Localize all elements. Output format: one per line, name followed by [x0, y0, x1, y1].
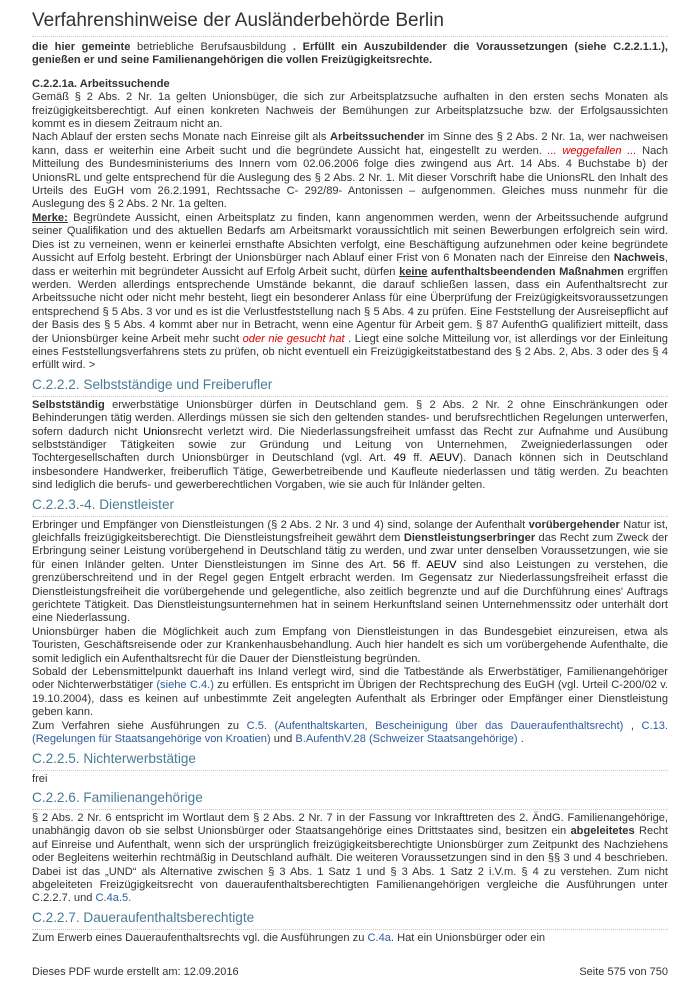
page-footer — [32, 966, 668, 978]
link-c5[interactable]: C.5. (Aufenthaltskarten, Bescheinigung über das Daueraufenthaltsrecht) — [246, 719, 624, 732]
paragraph: Erbringer und Empfänger von Dienstleistungen (§ 2 Abs. 2 Nr. 3 und 4) sind, solange der Aufenthalt vorübergehender Natur ist, gleichfalls freizügigkeitsberechtigt. Die Dienstleistungsfreiheit gewährt dem Dienstleistungserbringer das Recht zum Zweck der Erbringung seiner Leistung vorübergehend in Deutschland tätig zu werden, und zwar unter denselben Voraussetzungen, wie sie für einen Inländer gelten. Unter Dienstleistungen im Sinne des Art. 56 ff. AEUV sind also Leistungen zu verstehen, die grenzüberschreitend und in der Regel gegen Entgelt erbracht werden. Im Gegensatz zur Niederlassungsfreiheit erfasst die Dienstleistungsfreiheit die vorübergehende und gelegentliche, also zeitlich begrenzte und auf die Durchführung eines' Auftrags gerichtete Tätigkeit. Das Dienstleistungsunternehmen hat in seinem Herkunftsland seinen Unternehmenssitz oder unterhält dort eine Niederlassung. — [32, 518, 668, 625]
paragraph: Nach Ablauf der ersten sechs Monate nach Einreise gilt als Arbeitssuchender im Sinne des § 2 Abs. 2 Nr. 1a, wer nachweisen kann, dass er weiterhin eine Arbeit sucht und die begründete Aussicht hat, eingestellt zu werden. ... weggefallen ... Nach Mitteilung des Bundesministeriums des Innern vom 02.06.2006 folge dies zwingend aus Art. 14 Abs. 4 Buchstabe b) der UnionsRL und gelte entsprechend für die Auslegung des § 2 Abs. 2 Nr. 1. Mit dieser Vorschrift habe die UnionsRL den Inhalt des Urteils des EuGH vom 26.2.1991, Rechtssache C- 292/89- Antonissen – aufgenommen. Gleiches muss nunmehr für die Auslegung des § 2 Abs. 2 Nr. 1a gelten. — [32, 131, 668, 211]
intro-bold-1: die hier gemeinte — [32, 41, 131, 53]
section-heading-daueraufenthaltsberechtigte: C.2.2.7. Daueraufenthaltsberechtigte — [32, 909, 668, 930]
pdf-created-date: Dieses PDF wurde erstellt am: 12.09.2016 — [32, 966, 239, 978]
page-title: Verfahrenshinweise der Ausländerbehörde Berlin — [32, 10, 668, 37]
link-c4a5[interactable]: C.4a.5. — [95, 892, 132, 905]
intro-paragraph — [32, 41, 668, 68]
page-number: Seite 575 von 750 — [579, 966, 668, 978]
heading-text: C.2.2.1a. Arbeitssuchende — [32, 77, 170, 90]
paragraph: Selbstständig erwerbstätige Unionsbürger dürfen in Deutschland gem. § 2 Abs. 2 Nr. 2 ohne Einschränkungen oder Behinderungen tätig werden. Allerdings müssen sie sich den geltenden standes- und berufsrechtlichen Regelungen unterwerfen, sofern dadurch nicht Unionsrecht verletzt wird. Die Niederlassungsfreiheit umfasst das Recht zur Aufnahme und Ausübung selbstständiger Tätigkeiten sowie zur Gründung und Leitung von Unternehmen, Zweigniederlassungen oder Tochtergesellschaften durch Unionsbürger in Deutschland (vgl. Art. 49 ff. AEUV). Danach können sich in Deutschland insbesondere Handwerker, freiberuflich Tätige, Gewerbetreibende und Kaufleute niederlassen und tätig werden. Zu beachten sind lediglich die berufs- und gewerberechtlichen Vorgaben, wie sie auch für Inländer gelten. — [32, 398, 669, 492]
link-c13[interactable]: C.13. (Regelungen für Staatsangehörige von Kroatien) — [32, 719, 669, 746]
link-siehe-c4[interactable]: (siehe C.4.) — [156, 679, 214, 692]
section-heading-nichterwerbstaetige: C.2.2.5. Nichterwerbstätige — [32, 750, 668, 771]
section-heading-familienangehoerige: C.2.2.6. Familienangehörige — [32, 789, 668, 810]
document-body — [32, 41, 668, 945]
paragraph: Zum Verfahren siehe Ausführungen zu C.5. (Aufenthaltskarten, Bescheinigung über das Daueraufenthaltsrecht) , C.13. (Regelungen für Staatsangehörige von Kroatien) und B.AufenthV.28 (Schweizer Staatsangehörige) . — [32, 719, 669, 746]
link-c4a[interactable]: C.4a — [367, 931, 391, 944]
paragraph: frei — [32, 772, 48, 785]
section-heading-selbststaendige: C.2.2.2. Selbstständige und Freiberufler — [32, 376, 668, 397]
section-heading-arbeitssuchende — [32, 78, 668, 91]
merke-label: Merke: — [32, 211, 68, 224]
intro-bold-2: . Erfüllt ein Auszubildender die Voraussetzungen (siehe C.2.2.1.1.), genießen er und seine Familienangehörigen die vollen Freizügigkeitsrechte. — [32, 41, 668, 67]
paragraph: Unionsbürger haben die Möglichkeit auch zum Empfang von Dienstleistungen in das Bundesgebiet einzureisen, etwa als Touristen, Geschäftsreisende oder zur Krankenhausbehandlung. Auch hier handelt es sich um vorübergehende Aufenthalte, die somit lediglich ein Aufenthaltsrecht für die Dauer der Dienstleistung begründen. — [32, 625, 668, 665]
inserted-marker: oder nie gesucht hat — [242, 332, 345, 345]
paragraph: Zum Erwerb eines Daueraufenthaltsrechts vgl. die Ausführungen zu C.4a. Hat ein Unionsbürger oder ein — [32, 931, 546, 944]
paragraph: Sobald der Lebensmittelpunkt dauerhaft ins Inland verlegt wird, sind die Tatbestände als Erwerbstätiger, Familienangehöriger oder Nichterwerbstätiger (siehe C.4.) zu erfüllen. Es entspricht im Übrigen der Rechtsprechung des EuGH (vgl. Urteil C-200/02 v. 19.10.2004), dass es keinen auf unbestimmte Zeit angelegten Aufenthalt als Erbringer oder Empfänger einer Dienstleistung geben kann. — [32, 666, 669, 719]
link-b-aufenthv-28[interactable]: B.AufenthV.28 (Schweizer Staatsangehörige) — [295, 733, 518, 746]
deleted-marker: ... weggefallen ... — [547, 144, 637, 157]
paragraph: § 2 Abs. 2 Nr. 6 entspricht im Wortlaut dem § 2 Abs. 2 Nr. 7 in der Fassung vor Inkrafttreten des 2. ÄndG. Familienangehörige, unabhängig davon ob sie selbst Unionsbürger oder Staatsangehörige eines Drittstaates sind, besitzen ein abgeleitetes Recht auf Einreise und Aufenthalt, wenn sich der ursprünglich freizügigkeitsberechtigte Unionsbürger zum Zeitpunkt des Nachziehens oder Begleitens weiterhin rechtmäßig in Deutschland aufhält. Die weiteren Voraussetzungen sind in den §§ 3 und 4 beschrieben. Dabei ist das „UND“ als Alternative zwischen § 3 Abs. 1 Satz 1 und § 3 Abs. 1 Satz 2 i.V.m. § 4 zu verstehen. Zum nicht abgeleiteten Freizügigkeitsrecht von daueraufenthaltsberechtigten Familienangehörigen vergleiche die Ausführungen unter C.2.2.7. und C.4a.5. — [32, 811, 668, 905]
paragraph: Gemäß § 2 Abs. 2 Nr. 1a gelten Unionsbüger, die sich zur Arbeitsplatzsuche aufhalten in den ersten sechs Monaten als freizügigkeitsberechtigt. Auf einen konkreten Nachweis der Bemühungen zur Arbeitsplatzsuche bzw. der Erfolgsaussichten kommt es in diesem Zeitraum nicht an. — [32, 91, 668, 131]
merke-paragraph: Merke: Begründete Aussicht, einen Arbeitsplatz zu finden, kann angenommen werden, wenn der Arbeitssuchende aufgrund seiner Qualifikation und des aktuellen Bedarfs am Arbeitsmarkt voraussichtlich mit seinen Bewerbungen erfolgreich sein wird. Dies ist zu verneinen, wenn er keinerlei ernsthafte Absichten verfolgt, eine Beschäftigung aufzunehmen oder keine begründete Aussicht auf Erfolg besteht. Erbringt der Unionsbürger nach Ablauf einer Frist von 6 Monaten nach der Einreise den Nachweis, dass er weiterhin mit begründeter Aussicht auf Erfolg Arbeit sucht, dürfen keine aufenthaltsbeendenden Maßnahmen ergriffen werden. Werden allerdings entsprechende Umstände bekannt, die darauf schließen lassen, dass ein Aufenthaltsrecht zur Arbeitssuche nicht oder nicht mehr besteht, liegt ein besonderer Anlass für eine Überprüfung der Freizügigkeitsvoraussetzungen entsprechend § 5 Abs. 3 vor und es ist die Verlustfeststellung nach § 5 Abs. 4 zu prüfen. Eine Feststellung der Ausreisepflicht auf der Basis des § 5 Abs. 4 kommt aber nur in Betracht, wenn eine Agentur für Arbeit gem. § 87 AufenthG qualifiziert mitteilt, dass der Unionsbürger keine Arbeit mehr sucht oder nie gesucht hat . Liegt eine solche Mitteilung vor, ist allerdings vor der Einleitung eines Feststellungsverfahrens stets zu prüfen, ob nicht eventuell ein Freizügigkeitstatbestand des § 2 Abs. 2, Abs. 3 oder des § 4 erfüllt wird. > — [32, 211, 668, 372]
intro-text: betriebliche Berufsausbildung — [130, 41, 293, 53]
section-heading-dienstleister: C.2.2.3.-4. Dienstleister — [32, 496, 668, 517]
